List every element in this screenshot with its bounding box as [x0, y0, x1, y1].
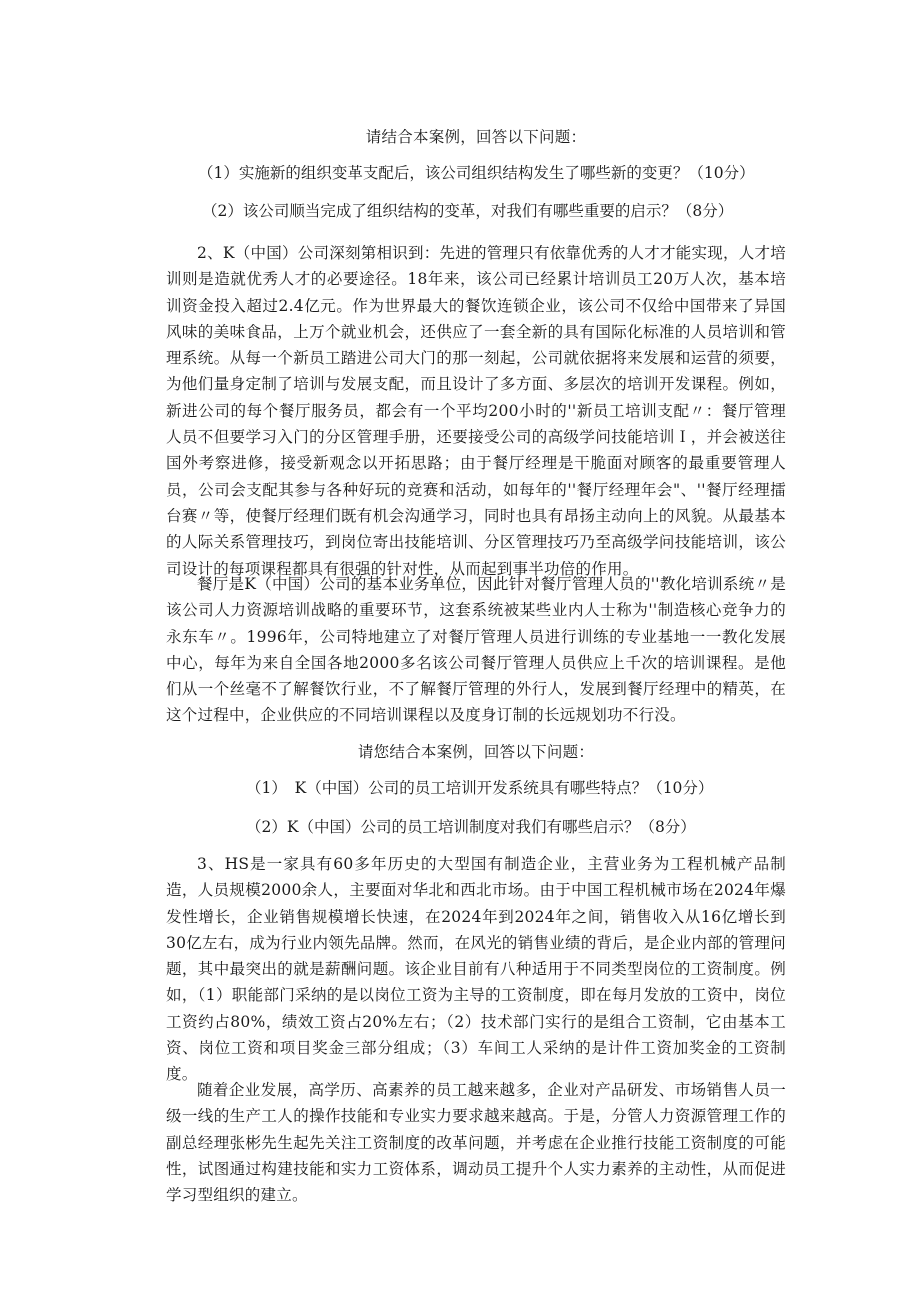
case2-question-1: （1） K（中国）公司的员工培训开发系统具有哪些特点？（10分）	[246, 779, 714, 797]
case2-paragraph-2: 餐厅是K（中国）公司的基本业务单位，因此针对餐厅管理人员的''教化培训系统〃是该公司人力资源培训战略的重要环节，这套系统被某些业内人士称为''制造核心竞争力的永东车〃。1996年，公司特地建立了对餐厅管理人员进行训练的专业基地一一教化发展中心，每年为来自全国各地2000多名该公司餐厅管理人员供应上千次的培训课程。是他们从一个丝毫不了解餐饮行业，不了解餐厅管理的外行人，发展到餐厅经理中的精英，在这个过程中，企业供应的不同培训课程以及度身订制的长远规划功不行没。	[166, 575, 786, 725]
case2-prompt: 请您结合本案例，回答以下问题：	[357, 743, 595, 761]
case2-question-2: （2）K（中国）公司的员工培训制度对我们有哪些启示？（8分）	[246, 818, 696, 836]
section1-question-1: （1）实施新的组织变革支配后，该公司组织结构发生了哪些新的变更？（10分）	[198, 164, 755, 182]
section1-prompt: 请结合本案例，回答以下问题：	[365, 128, 587, 146]
case3-paragraph-2: 随着企业发展，高学历、高素养的员工越来越多，企业对产品研发、市场销售人员一级一线的生产工人的操作技能和专业实力要求越来越高。于是，分管人力资源管理工作的副总经理张彬先生起先关注工资制度的改革问题，并考虑在企业推行技能工资制度的可能性，试图通过构建技能和实力工资体系，调动员工提升个人实力素养的主动性，从而促进学习型组织的建立。	[166, 1081, 786, 1205]
section1-question-2: （2）该公司顺当完成了组织结构的变革，对我们有哪些重要的启示？（8分）	[202, 202, 734, 220]
case2-paragraph-1: 2、K（中国）公司深刻第相识到：先进的管理只有依靠优秀的人才才能实现，人才培训则是造就优秀人才的必要途径。18年来，该公司已经累计培训员工20万人次，基本培训资金投入超过2.4亿元。作为世界最大的餐饮连锁企业，该公司不仅给中国带来了异国风味的美味食品，上万个就业机会，还供应了一套全新的具有国际化标准的人员培训和管理系统。从每一个新员工踏进公司大门的那一刻起，公司就依据将来发展和运营的须要，为他们量身定制了培训与发展支配，而且设计了多方面、多层次的培训开发课程。例如，新进公司的每个餐厅服务员，都会有一个平均200小时的''新员工培训支配〃：餐厅管理人员不但要学习入门的分区管理手册，还要接受公司的高级学问技能培训Ｉ，并会被送往国外考察进修，接受新观念以开拓思路；由于餐厅经理是干脆面对顾客的最重要管理人员，公司会支配其参与各种好玩的竞赛和活动，如每年的''餐厅经理年会"、''餐厅经理擂台赛〃等，使餐厅经理们既有机会沟通学习，同时也具有昂扬主动向上的风貌。从最基本的人际关系管理技巧，到岗位寄出技能培训、分区管理技巧乃至高级学问技能培训，该公司设计的每项课程都具有很强的针对性，从而起到事半功倍的作用。	[166, 244, 786, 578]
case3-paragraph-1: 3、HS是一家具有60多年历史的大型国有制造企业，主营业务为工程机械产品制造，人员规模2000余人，主要面对华北和西北市场。由于中国工程机械市场在2024年爆发性增长，企业销售规模增长快速，在2024年到2024年之间，销售收入从16亿增长到30亿左右，成为行业内领先品牌。然而，在风光的销售业绩的背后，是企业内部的管理问题，其中最突出的就是薪酬问题。该企业目前有八种适用于不同类型岗位的工资制度。例如，（1）职能部门采纳的是以岗位工资为主导的工资制度，即在每月发放的工资中，岗位工资约占80%，绩效工资占20%左右；（2）技术部门实行的是组合工资制，它由基本工资、岗位工资和项目奖金三部分组成；（3）车间工人采纳的是计件工资加奖金的工资制度。	[166, 855, 786, 1084]
